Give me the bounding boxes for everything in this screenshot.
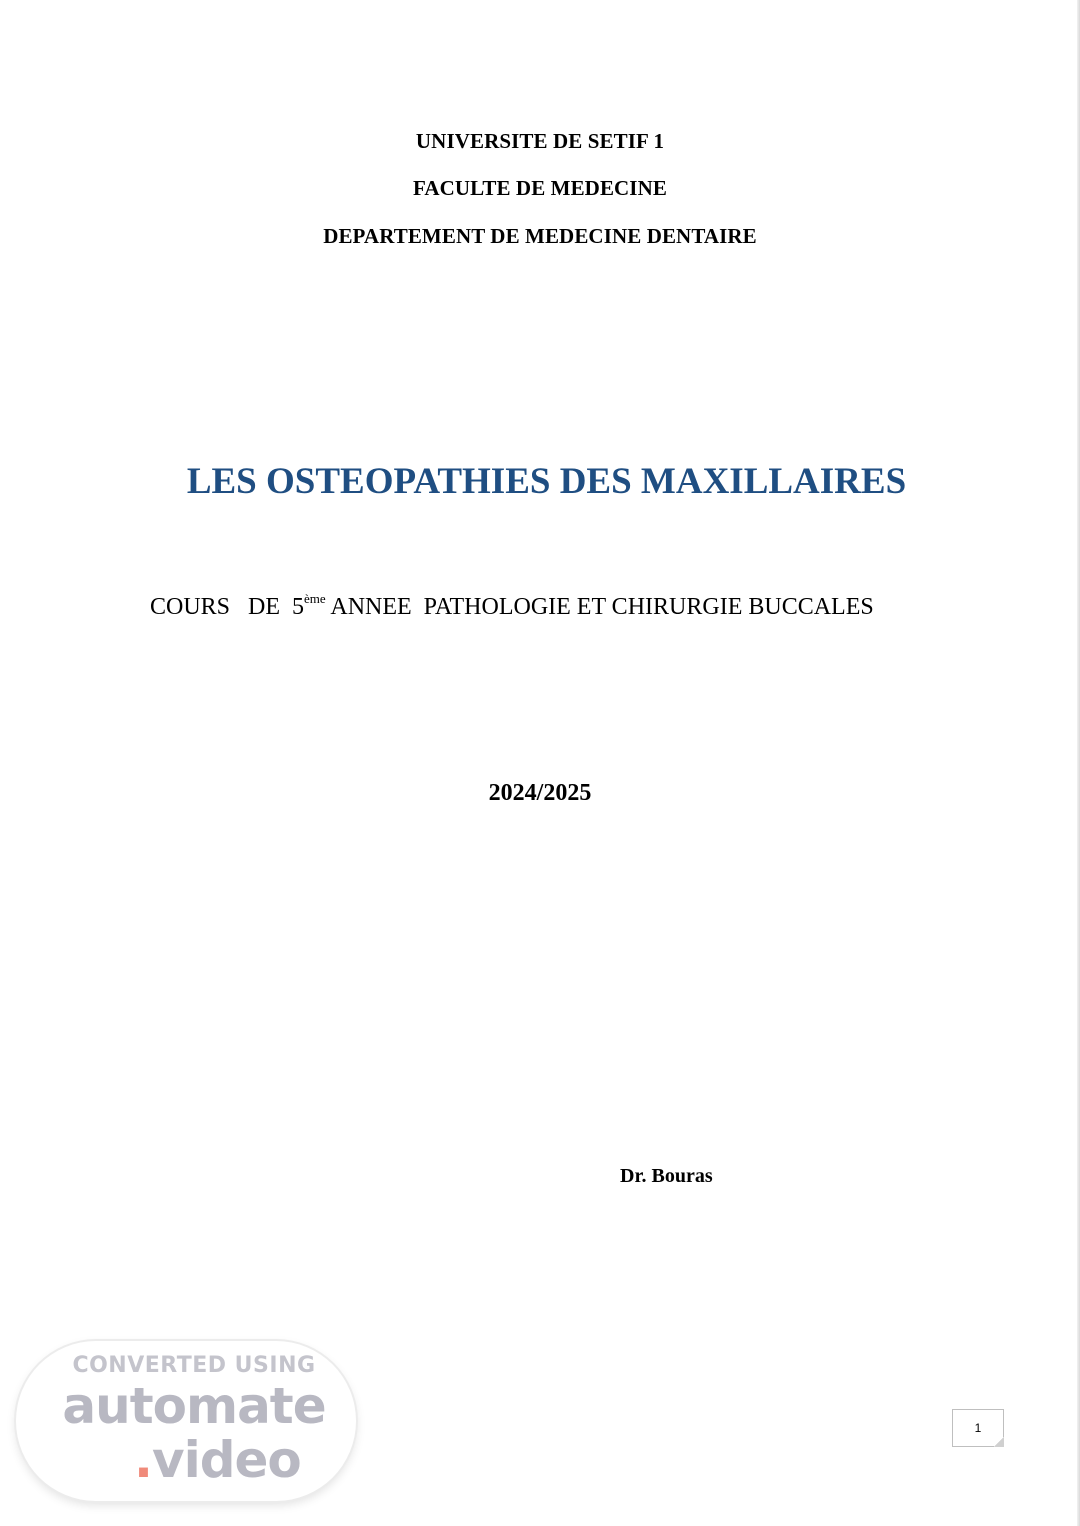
author-name: Dr. Bouras (620, 1165, 713, 1187)
subtitle-suffix: ANNEE PATHOLOGIE ET CHIRURGIE BUCCALES (325, 594, 874, 620)
document-title: LES OSTEOPATHIES DES MAXILLAIRES (186, 461, 907, 502)
subtitle-superscript: ème (304, 591, 326, 606)
page-number: 1 (974, 1421, 982, 1435)
page-number-box (952, 1409, 1004, 1447)
faculty-name: FACULTE DE MEDECINE (413, 176, 667, 200)
watermark-line-1: CONVERTED USING (72, 1353, 316, 1378)
watermark-video: video (152, 1431, 301, 1489)
course-subtitle (150, 591, 874, 621)
watermark-line-3 (134, 1431, 301, 1489)
subtitle-prefix: COURS DE 5 (150, 594, 305, 620)
watermark-dot: . (134, 1431, 152, 1489)
university-name: UNIVERSITE DE SETIF 1 (415, 129, 665, 153)
converter-watermark (16, 1341, 356, 1501)
department-name: DEPARTEMENT DE MEDECINE DENTAIRE (323, 224, 757, 248)
page-fold-icon (994, 1437, 1004, 1447)
academic-year: 2024/2025 (488, 780, 592, 806)
watermark-line-2: automate (62, 1377, 326, 1435)
